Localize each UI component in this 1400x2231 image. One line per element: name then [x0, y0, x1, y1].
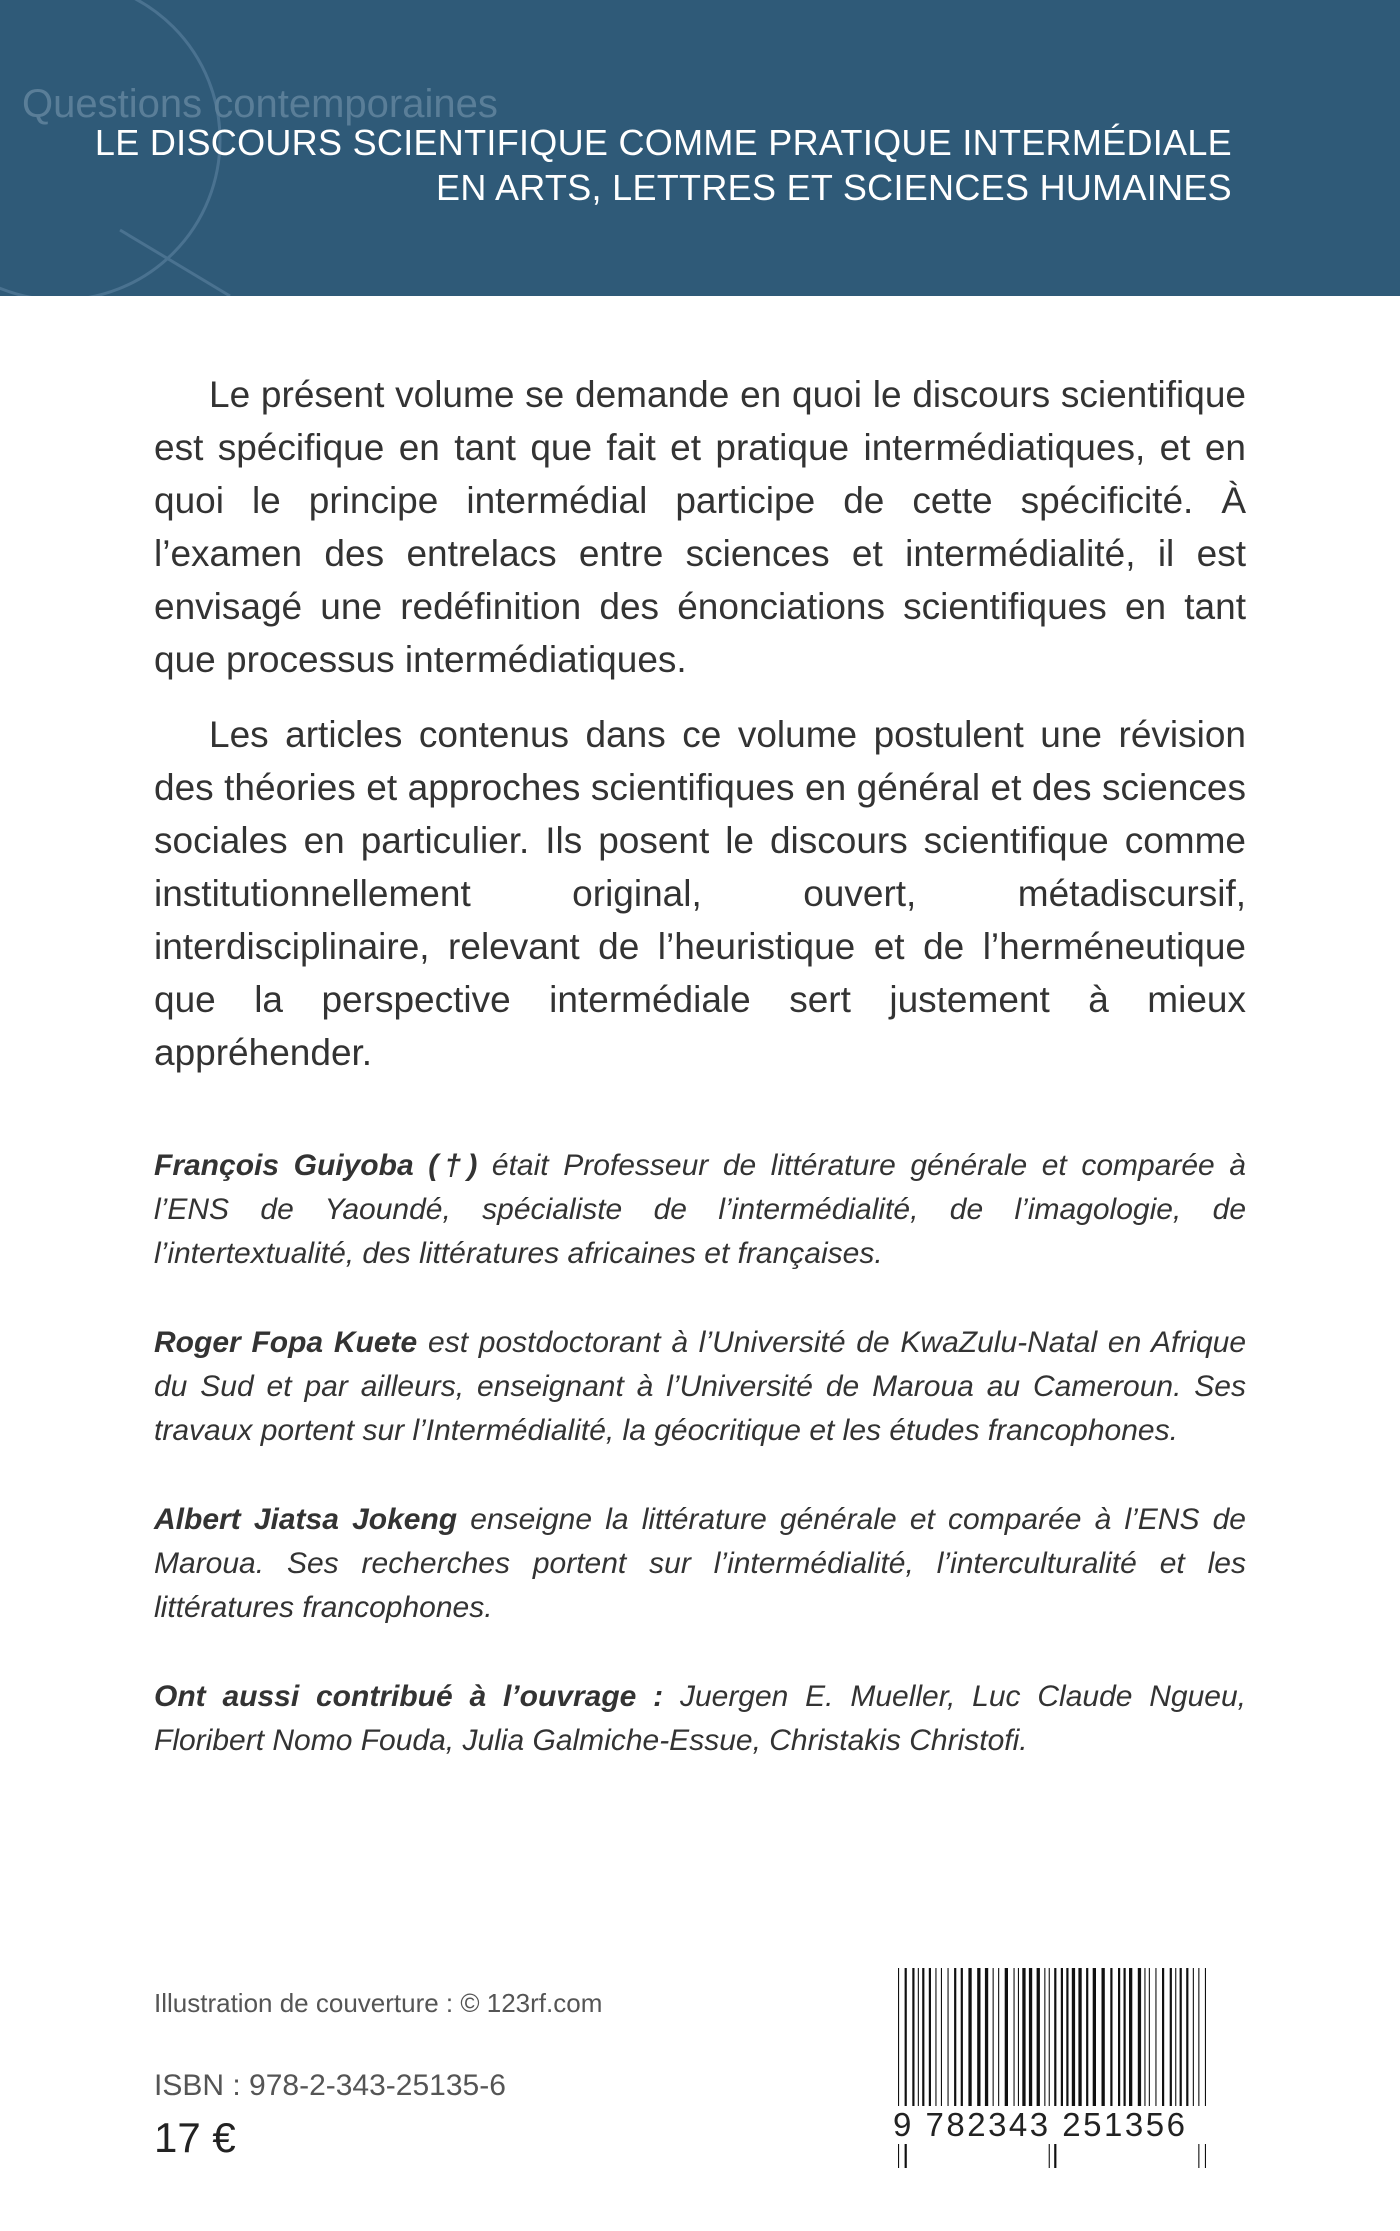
barcode-bar [985, 1968, 988, 2108]
summary-paragraph-2: Les articles contenus dans ce volume postulent une révision des théories et approches scientifiques en général et des sciences sociales en particulier. Ils posent le discours scientifique comme institutionnellement original, ouvert, métadiscursif, interdisciplinaire, relevant de l’heuristique et de l’herméneutique que la perspective intermédiale sert justement à mieux appréhender. [154, 714, 1246, 1073]
barcode-bar [993, 1968, 994, 2108]
barcode-bar [941, 1968, 942, 2108]
bio-name: François Guiyoba (†) [154, 1149, 478, 1182]
barcode-bar [1155, 1968, 1156, 2108]
bio-text: enseigne la littérature générale et comparée à l’ENS de Maroua. Ses recherches portent sur l’intermédialité, l’interculturalité et les littératures francophones. [154, 1503, 1246, 1624]
barcode-bar [1149, 1968, 1150, 2108]
barcode-bar [1129, 1968, 1132, 2108]
barcode-bar [961, 1968, 963, 2108]
bio-fopa-kuete [154, 1321, 1246, 1453]
barcode-bar [968, 1968, 971, 2108]
barcode-bar [935, 1968, 936, 2108]
barcode-bar [948, 1968, 949, 2108]
barcode-bar [1029, 1968, 1032, 2108]
series-name: Questions contemporaines [22, 82, 498, 126]
book-title [95, 120, 1232, 210]
book-title-line-2: EN ARTS, LETTRES ET SCIENCES HUMAINES [436, 167, 1232, 208]
barcode-bar [1093, 1968, 1096, 2108]
barcode-bar [1144, 1968, 1145, 2108]
bio-name: Albert Jiatsa Jokeng [154, 1503, 458, 1536]
barcode-bar [1118, 1968, 1120, 2108]
barcode-bar [1005, 1968, 1008, 2108]
barcode-digits: 9 782343 251356 [893, 2106, 1253, 2144]
barcode-bar [977, 1968, 980, 2108]
barcode-bar [929, 1968, 931, 2108]
cover-header [0, 0, 1400, 296]
illustration-credit: Illustration de couverture : © 123rf.com [154, 1988, 603, 2018]
barcode-bar [1110, 1968, 1112, 2108]
author-bios [154, 1144, 1246, 1808]
bio-name: Roger Fopa Kuete [154, 1326, 418, 1359]
contributors-list: Juergen E. Mueller, Luc Claude Ngueu, Floribert Nomo Fouda, Julia Galmiche-Essue, Christakis Christofi. [154, 1680, 1246, 1757]
contributors [154, 1675, 1246, 1763]
barcode-bar [918, 1968, 919, 2108]
barcode-bar [1072, 1968, 1075, 2108]
summary-paragraph-1: Le présent volume se demande en quoi le discours scientifique est spécifique en tant que fait et pratique intermédiatiques, et en quoi le principe intermédial participe de cette spécificité. À l’examen des entrelacs entre sciences et intermédialité, il est envisagé une redéfinition des énonciations scientifiques en tant que processus intermédiatiques. [154, 374, 1246, 680]
barcode-bar [1078, 1968, 1081, 2108]
barcode-bar [912, 1968, 914, 2108]
barcode-bar [1138, 1968, 1141, 2108]
bio-text: était Professeur de littérature générale et comparée à l’ENS de Yaoundé, spécialiste de l’intermédialité, de l’imagologie, de l’intertextualité, des littératures africaines et françaises. [154, 1149, 1246, 1270]
barcode-bar [1193, 1968, 1194, 2108]
contributors-label: Ont aussi contribué à l’ouvrage : [154, 1680, 664, 1713]
book-title-line-1: LE DISCOURS SCIENTIFIQUE COMME PRATIQUE INTERMÉDIALE [94, 122, 1232, 163]
barcode-bar [1086, 1968, 1088, 2108]
barcode-bar [1061, 1968, 1063, 2108]
price: 17 € [154, 2114, 236, 2161]
barcode-bar [1102, 1968, 1105, 2108]
bio-jiatsa-jokeng [154, 1498, 1246, 1630]
barcode-bar [1022, 1968, 1025, 2108]
barcode-bar [1037, 1968, 1040, 2108]
barcode-bar [1175, 1968, 1176, 2108]
barcode-bar [998, 1968, 999, 2108]
barcode-bar [922, 1968, 924, 2108]
book-summary [154, 368, 1246, 1101]
barcode-bar [1186, 1968, 1188, 2108]
bio-guiyoba [154, 1144, 1246, 1276]
barcode-bar [1018, 1968, 1019, 2108]
barcode-bar [1180, 1968, 1182, 2108]
barcode-bar [1044, 1968, 1045, 2108]
barcode-bar [1124, 1968, 1126, 2108]
barcode-bar [1066, 1968, 1068, 2108]
barcode-bar [1162, 1968, 1164, 2108]
isbn: ISBN : 978-2-343-25135-6 [154, 2069, 506, 2102]
barcode-bar [1014, 1968, 1015, 2108]
bio-text: est postdoctorant à l’Université de KwaZulu-Natal en Afrique du Sud et par ailleurs, enseignant à l’Université de Maroua au Cameroun. Ses travaux portent sur l’Intermédialité, la géocritique et les études francophones. [154, 1326, 1247, 1447]
barcode-bar [954, 1968, 956, 2108]
barcode-bar [1170, 1968, 1172, 2108]
